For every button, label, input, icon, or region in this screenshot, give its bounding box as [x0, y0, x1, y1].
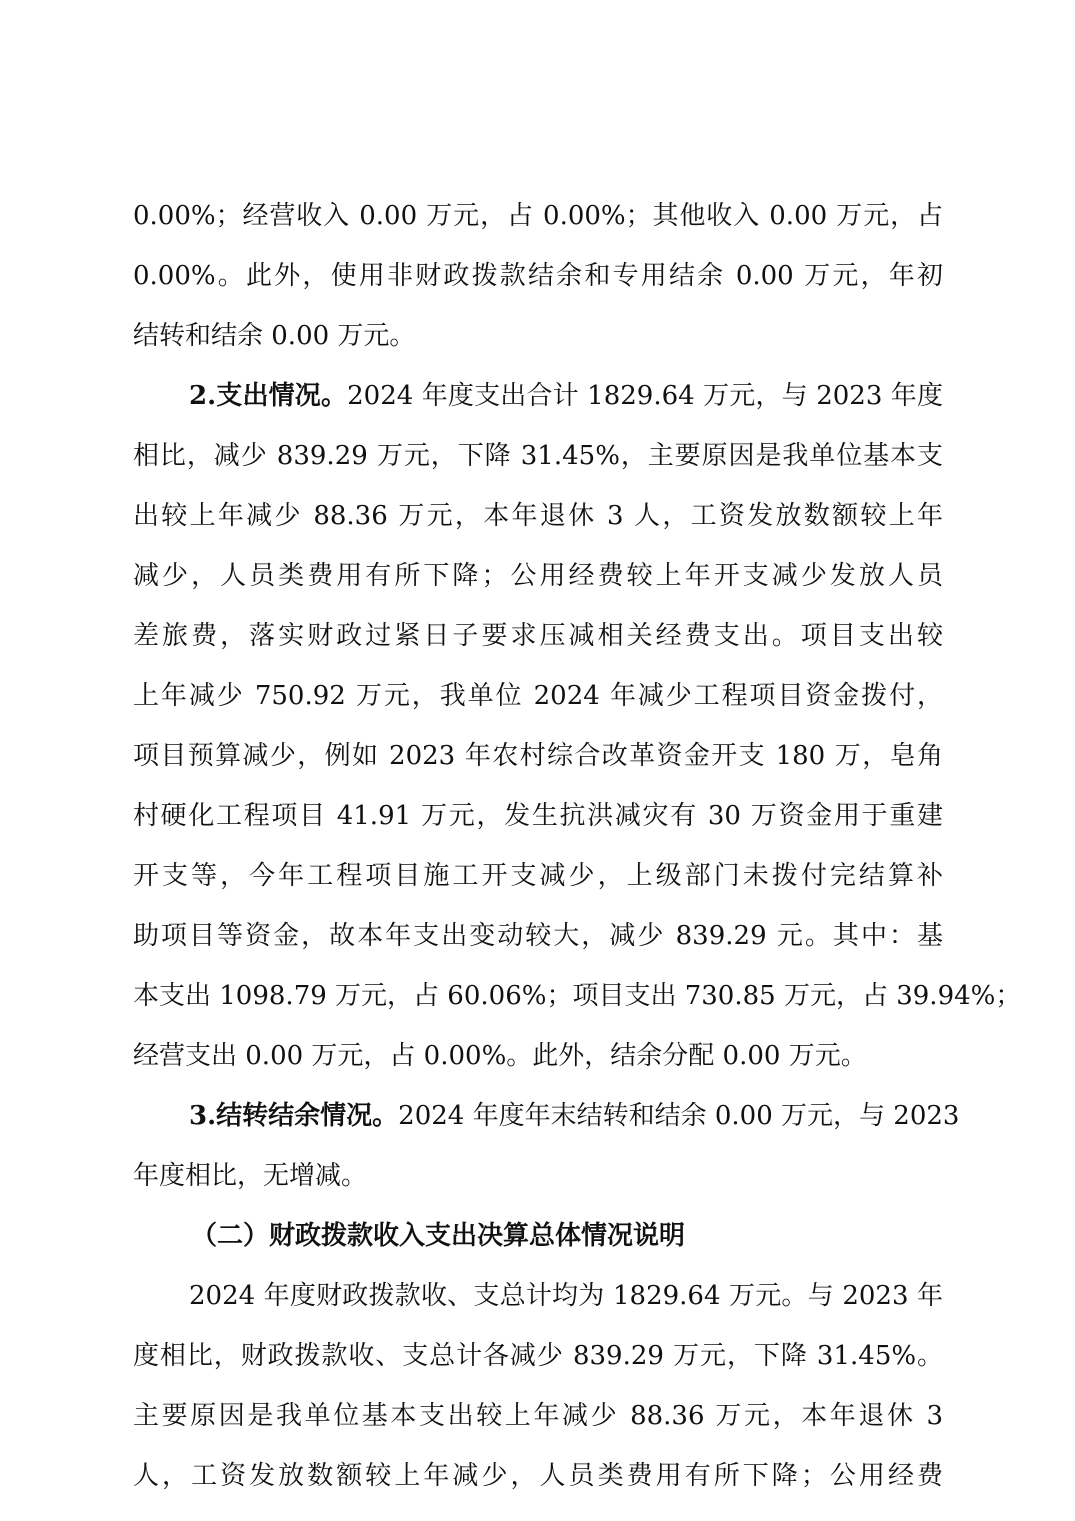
- paragraph-line: 村硬化工程项目 41.91 万元，发生抗洪减灾有 30 万资金用于重建: [133, 801, 943, 831]
- paragraph-line: 结转和结余 0.00 万元。: [133, 321, 416, 351]
- paragraph-line: 年度相比，无增减。: [133, 1161, 368, 1191]
- paragraph-line: 2024 年度财政拨款收、支总计均为 1829.64 万元。与 2023 年: [189, 1281, 943, 1311]
- paragraph-line: 开支等，今年工程项目施工开支减少，上级部门未拨付完结算补: [133, 861, 943, 891]
- paragraph-text: 2024 年度年末结转和结余 0.00 万元，与 2023: [398, 1101, 960, 1131]
- paragraph-line: 上年减少 750.92 万元，我单位 2024 年减少工程项目资金拨付，: [133, 681, 943, 711]
- paragraph-line: 相比，减少 839.29 万元，下降 31.45%，主要原因是我单位基本支: [133, 441, 943, 471]
- paragraph-line: 人，工资发放数额较上年减少，人员类费用有所下降；公用经费: [133, 1461, 943, 1491]
- paragraph-line: 主要原因是我单位基本支出较上年减少 88.36 万元，本年退休 3: [133, 1401, 943, 1431]
- paragraph-line: 差旅费，落实财政过紧日子要求压减相关经费支出。项目支出较: [133, 621, 943, 651]
- document-body: [133, 186, 1022, 1506]
- section-heading-expenditure: 2.支出情况。: [189, 381, 348, 411]
- section-heading-carryover: 3.结转结余情况。: [189, 1101, 399, 1131]
- section-2-first-line: [133, 366, 943, 426]
- paragraph-line: 度相比，财政拨款收、支总计各减少 839.29 万元，下降 31.45%。: [133, 1341, 943, 1371]
- section-3-first-line: [133, 1086, 960, 1146]
- paragraph-line: 0.00%。此外，使用非财政拨款结余和专用结余 0.00 万元，年初: [133, 261, 943, 291]
- section-heading-fiscal-appropriation: （二）财政拨款收入支出决算总体情况说明: [191, 1221, 686, 1251]
- paragraph-line: 助项目等资金，故本年支出变动较大，减少 839.29 元。其中：基: [133, 921, 943, 951]
- paragraph-text: 2024 年度支出合计 1829.64 万元，与 2023 年度: [347, 381, 943, 411]
- paragraph-line: 经营支出 0.00 万元，占 0.00%。此外，结余分配 0.00 万元。: [133, 1041, 867, 1071]
- paragraph-line: 项目预算减少，例如 2023 年农村综合改革资金开支 180 万，皂角: [133, 741, 943, 771]
- paragraph-line: 0.00%；经营收入 0.00 万元，占 0.00%；其他收入 0.00 万元，占: [133, 201, 943, 231]
- paragraph-line: 出较上年减少 88.36 万元，本年退休 3 人，工资发放数额较上年: [133, 501, 943, 531]
- paragraph-line: 本支出 1098.79 万元，占 60.06%；项目支出 730.85 万元，占 39.94%；: [133, 981, 1022, 1011]
- paragraph-line: 减少，人员类费用有所下降；公用经费较上年开支减少发放人员: [133, 561, 943, 591]
